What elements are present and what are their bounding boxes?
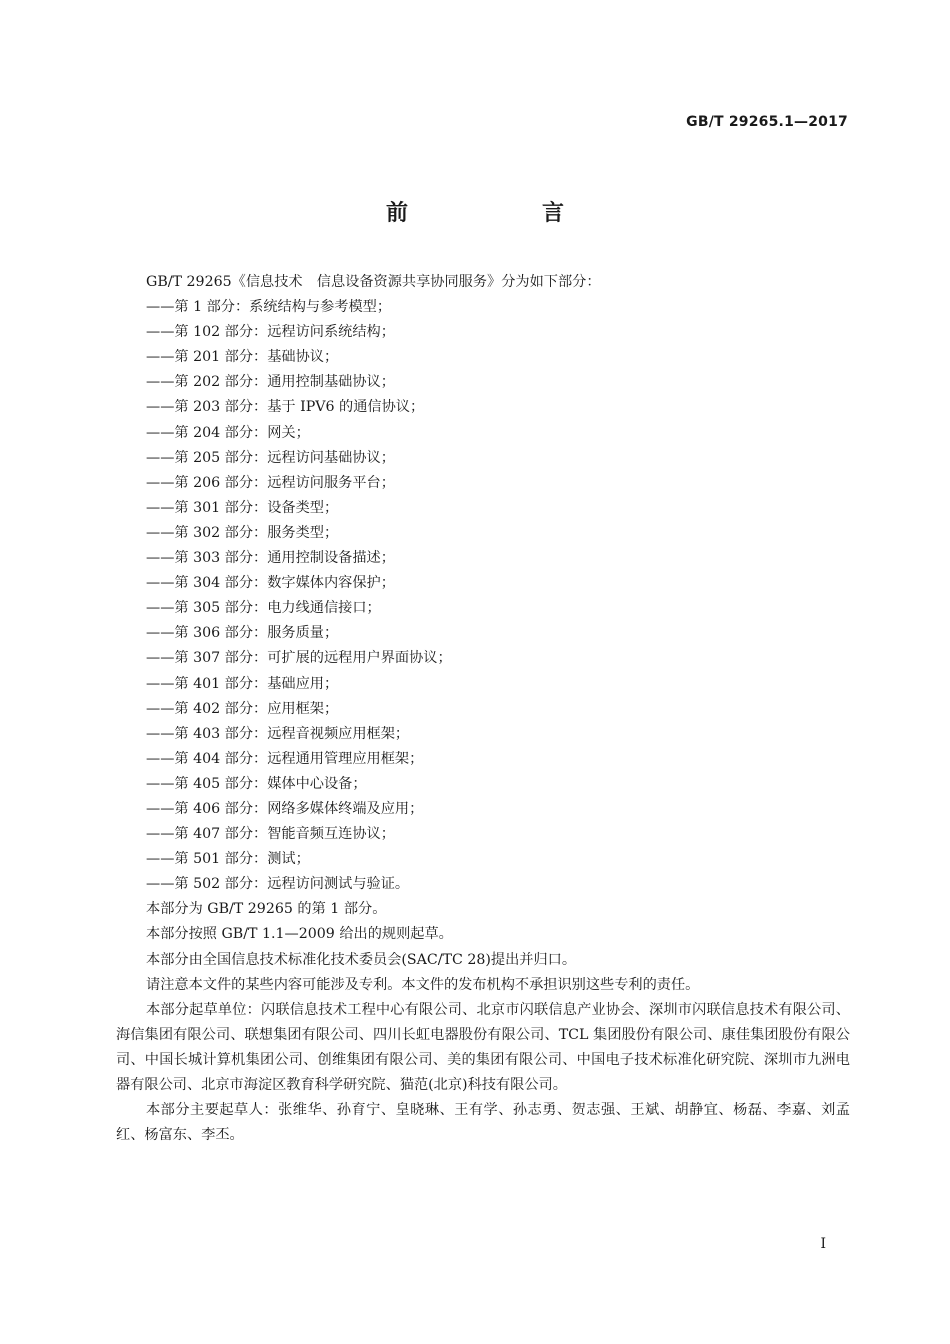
- page-title: 前 言: [385, 201, 620, 226]
- list-item: ——第 102 部分：远程访问系统结构；: [146, 324, 395, 341]
- list-item: ——第 401 部分：基础应用；: [146, 675, 339, 692]
- list-item: ——第 404 部分：远程通用管理应用框架；: [146, 750, 424, 767]
- statement-committee: 本部分由全国信息技术标准化技术委员会(SAC/TC 28)提出并归口。: [146, 951, 577, 968]
- list-item: ——第 205 部分：远程访问基础协议；: [146, 449, 395, 466]
- list-item: ——第 403 部分：远程音视频应用框架；: [146, 725, 410, 742]
- statement-drafting-rules: 本部分按照 GB/T 1.1—2009 给出的规则起草。: [146, 926, 453, 943]
- page-number: I: [820, 1236, 826, 1252]
- list-item: ——第 407 部分：智能音频互连协议；: [146, 826, 395, 843]
- list-item: ——第 1 部分：系统结构与参考模型；: [146, 299, 392, 316]
- statement-patent-notice: 请注意本文件的某些内容可能涉及专利。本文件的发布机构不承担识别这些专利的责任。: [146, 976, 700, 993]
- list-item: ——第 405 部分：媒体中心设备；: [146, 775, 367, 792]
- list-item: ——第 502 部分：远程访问测试与验证。: [146, 876, 410, 893]
- parts-list: [116, 295, 850, 897]
- list-item: ——第 301 部分：设备类型；: [146, 499, 339, 516]
- list-item: ——第 302 部分：服务类型；: [146, 524, 339, 541]
- list-item: ——第 206 部分：远程访问服务平台；: [146, 474, 395, 491]
- document-body: [116, 270, 850, 1148]
- standard-code: GB/T 29265.1—2017: [686, 114, 848, 130]
- list-item: ——第 304 部分：数字媒体内容保护；: [146, 575, 395, 592]
- list-item: ——第 202 部分：通用控制基础协议；: [146, 374, 395, 391]
- intro-line: GB/T 29265《信息技术 信息设备资源共享协同服务》分为如下部分：: [146, 274, 601, 290]
- drafting-units-paragraph: 本部分起草单位：闪联信息技术工程中心有限公司、北京市闪联信息产业协会、深圳市闪联信息技术有限公司、海信集团有限公司、联想集团有限公司、四川长虹电器股份有限公司、TCL 集团股份有限公司、康佳集团股份有限公司、中国长城计算机集团公司、创维集团有限公司、美的集团有限公司、中国电子技术标准化研究院、深圳市九洲电器有限公司、北京市海淀区教育科学研究院、猫范(北京)科技有限公司。: [116, 1001, 850, 1093]
- list-item: ——第 307 部分：可扩展的远程用户界面协议；: [146, 650, 452, 667]
- list-item: ——第 204 部分：网关；: [146, 424, 310, 441]
- list-item: ——第 305 部分：电力线通信接口；: [146, 600, 381, 617]
- drafters-paragraph: 本部分主要起草人：张维华、孙育宁、皇晓琳、王有学、孙志勇、贺志强、王斌、胡静宜、杨磊、李嘉、刘孟红、杨富东、李丕。: [116, 1102, 850, 1144]
- list-item: ——第 402 部分：应用框架；: [146, 700, 339, 717]
- list-item: ——第 501 部分：测试；: [146, 851, 310, 868]
- list-item: ——第 406 部分：网络多媒体终端及应用；: [146, 800, 424, 817]
- list-item: ——第 306 部分：服务质量；: [146, 625, 339, 642]
- list-item: ——第 201 部分：基础协议；: [146, 349, 339, 366]
- list-item: ——第 203 部分：基于 IPV6 的通信协议；: [146, 399, 425, 416]
- statement-part-number: 本部分为 GB/T 29265 的第 1 部分。: [146, 901, 387, 918]
- list-item: ——第 303 部分：通用控制设备描述；: [146, 550, 395, 567]
